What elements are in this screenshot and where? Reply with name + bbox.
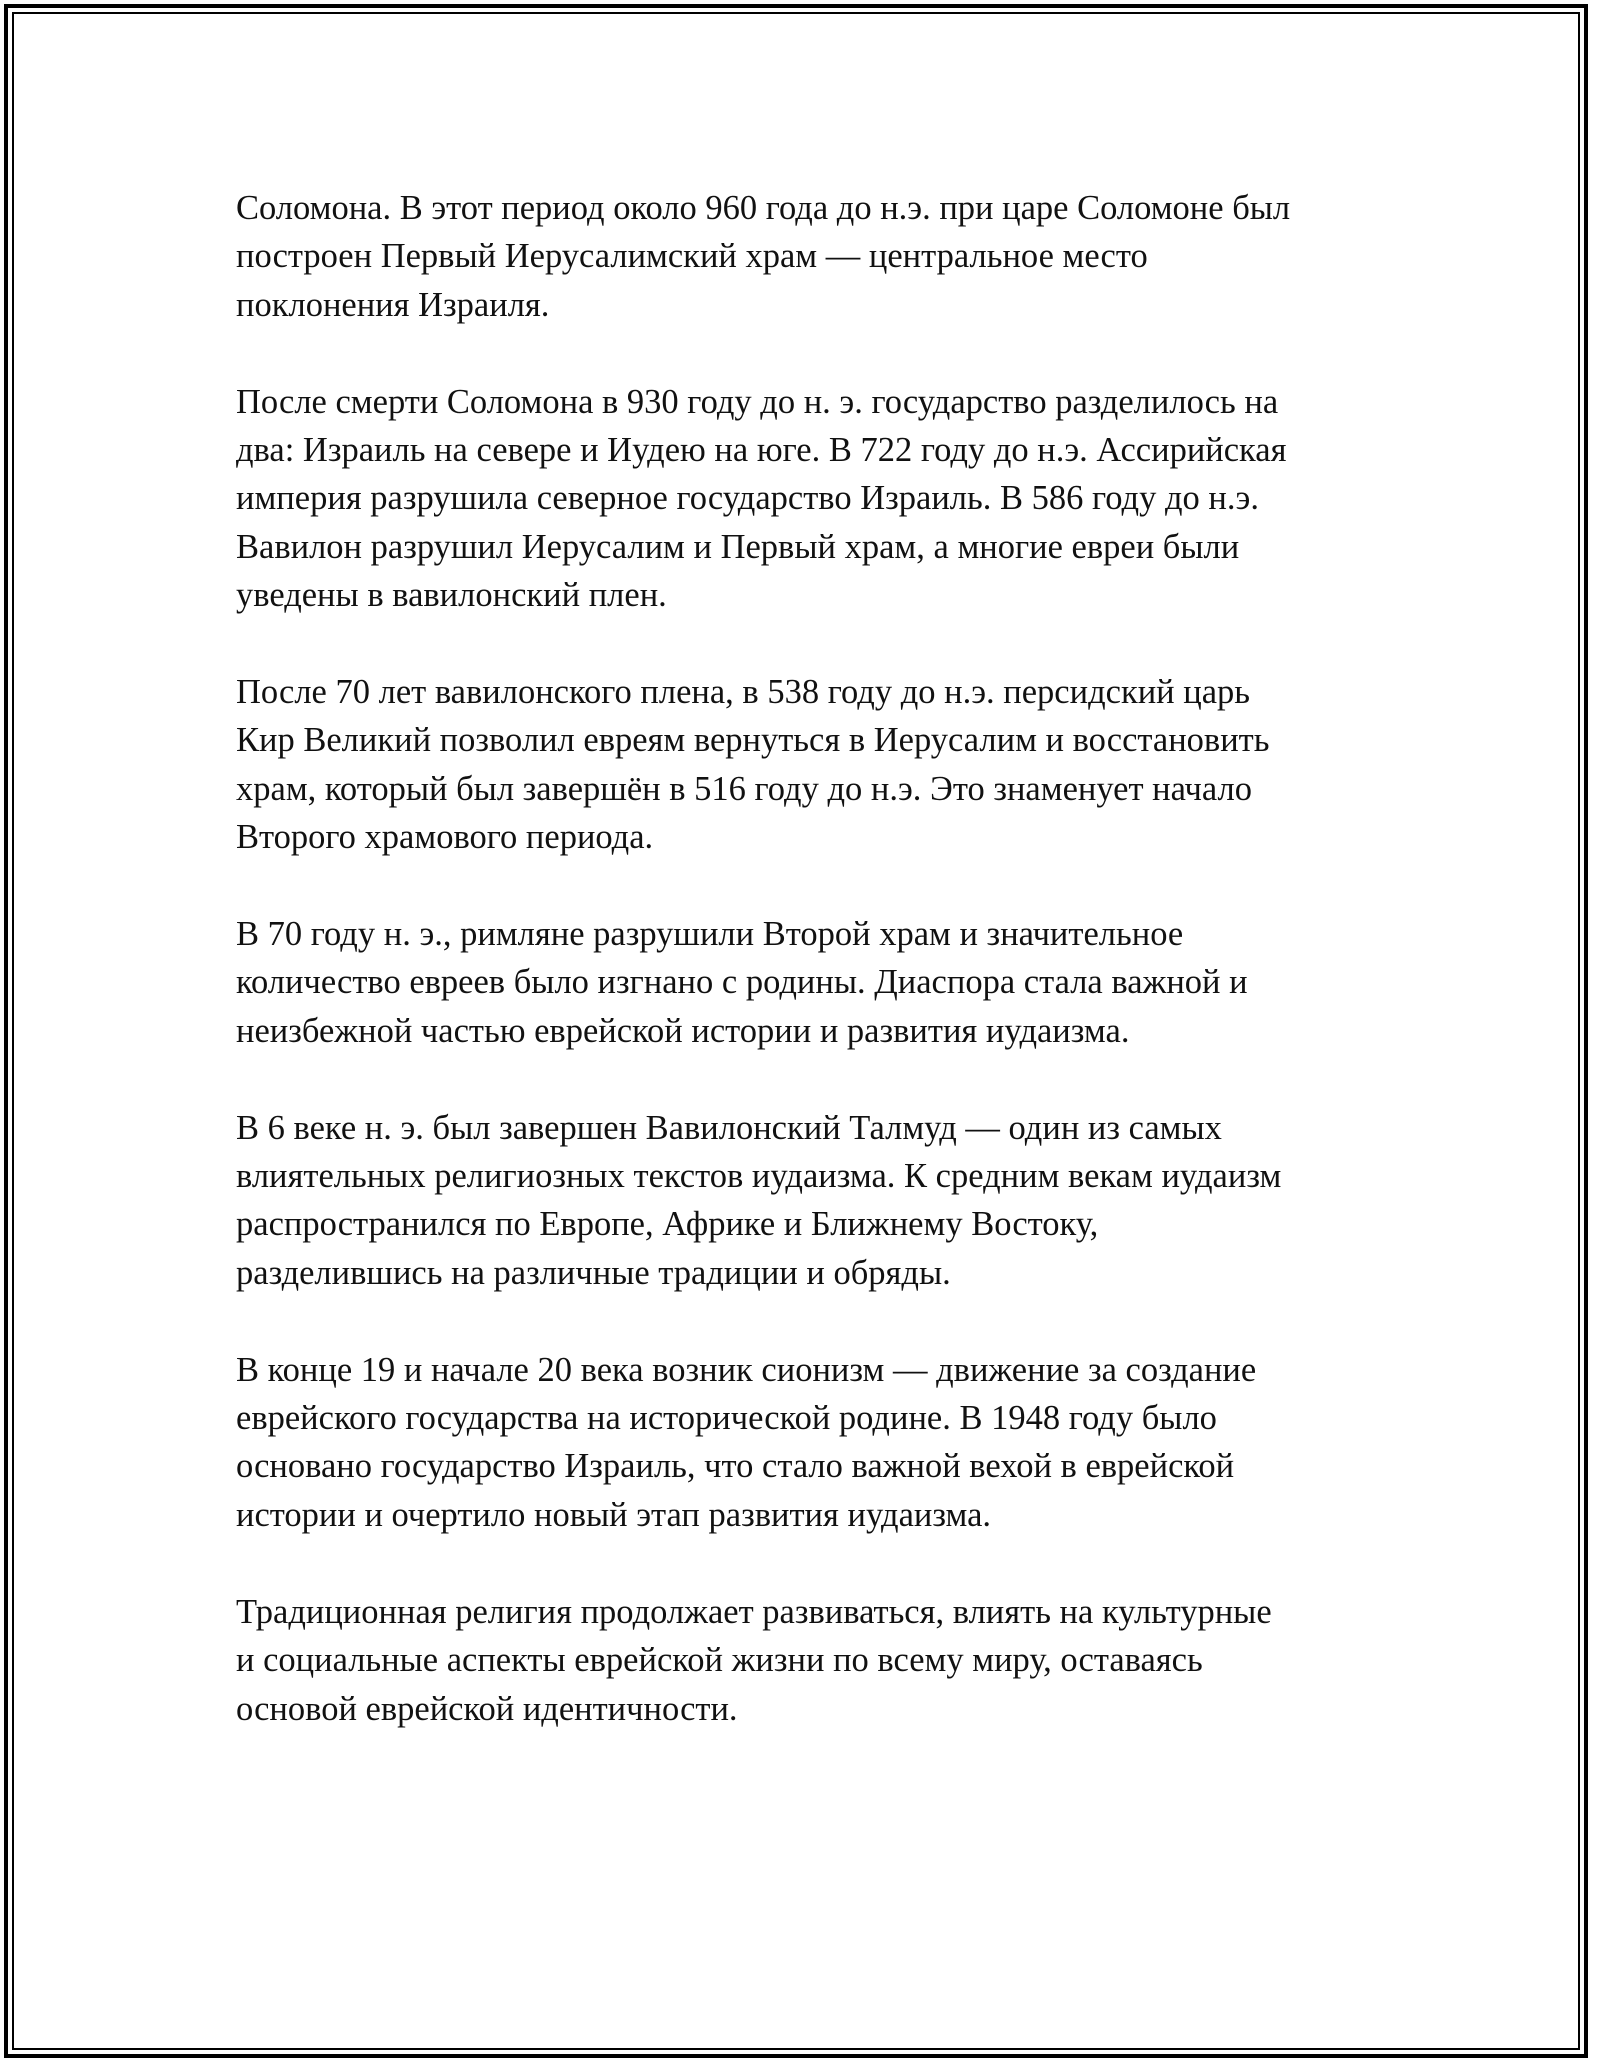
text-line: Кир Великий позволил евреям вернуться в Иерусалим и восстановить xyxy=(236,721,1270,760)
text-line: храм, который был завершён в 516 году до н.э. Это знаменует начало xyxy=(236,769,1252,808)
paragraph-solomon-temple xyxy=(236,184,1396,329)
paragraph-zionism xyxy=(236,1346,1396,1540)
text-line: влиятельных религиозных текстов иудаизма. К средним векам иудаизм xyxy=(236,1157,1282,1196)
paragraph-talmud xyxy=(236,1104,1396,1298)
text-line: Соломона. В этот период около 960 года до н.э. при царе Соломоне был xyxy=(236,189,1291,227)
text-line: В конце 19 и начале 20 века возник сионизм — движение за создание xyxy=(236,1350,1257,1389)
text-line: построен Первый Иерусалимский храм — центральное место xyxy=(236,237,1148,276)
text-line: В 70 году н. э., римляне разрушили Второй храм и значительное xyxy=(236,915,1184,954)
paragraph-traditional-religion xyxy=(236,1588,1396,1733)
text-line: и социальные аспекты еврейской жизни по всему миру, оставаясь xyxy=(236,1641,1203,1680)
text-line: уведены в вавилонский плен. xyxy=(236,576,667,615)
paragraph-diaspora xyxy=(236,910,1396,1055)
text-line: распространился по Европе, Африке и Ближнему Востоку, xyxy=(236,1205,1099,1244)
text-line: поклонения Израиля. xyxy=(236,285,550,324)
text-line: истории и очертило новый этап развития иудаизма. xyxy=(236,1495,992,1534)
text-line: После 70 лет вавилонского плена, в 538 году до н.э. персидский царь xyxy=(236,673,1251,712)
text-line: количество евреев было изгнано с родины. Диаспора стала важной и xyxy=(236,963,1248,1002)
text-line: неизбежной частью еврейской истории и развития иудаизма. xyxy=(236,1011,1130,1050)
text-line: основой еврейской идентичности. xyxy=(236,1689,738,1728)
text-line: Второго храмового периода. xyxy=(236,818,654,857)
paragraph-kingdom-division xyxy=(236,378,1396,620)
text-line: два: Израиль на севере и Иудею на юге. В 722 году до н.э. Ассирийская xyxy=(236,431,1287,470)
text-line: основано государство Израиль, что стало важной вехой в еврейской xyxy=(236,1447,1235,1486)
text-line: Традиционная религия продолжает развиваться, влиять на культурные xyxy=(236,1592,1272,1631)
text-line: разделившись на различные традиции и обряды. xyxy=(236,1253,951,1292)
text-line: империя разрушила северное государство Израиль. В 586 году до н.э. xyxy=(236,479,1259,518)
text-line: После смерти Соломона в 930 году до н. э. государство разделилось на xyxy=(236,382,1279,421)
document-body xyxy=(236,184,1396,1781)
text-line: еврейского государства на исторической родине. В 1948 году было xyxy=(236,1399,1217,1438)
paragraph-second-temple xyxy=(236,668,1396,862)
text-line: Вавилон разрушил Иерусалим и Первый храм, а многие евреи были xyxy=(236,527,1240,566)
text-line: В 6 веке н. э. был завершен Вавилонский Талмуд — один из самых xyxy=(236,1108,1222,1147)
